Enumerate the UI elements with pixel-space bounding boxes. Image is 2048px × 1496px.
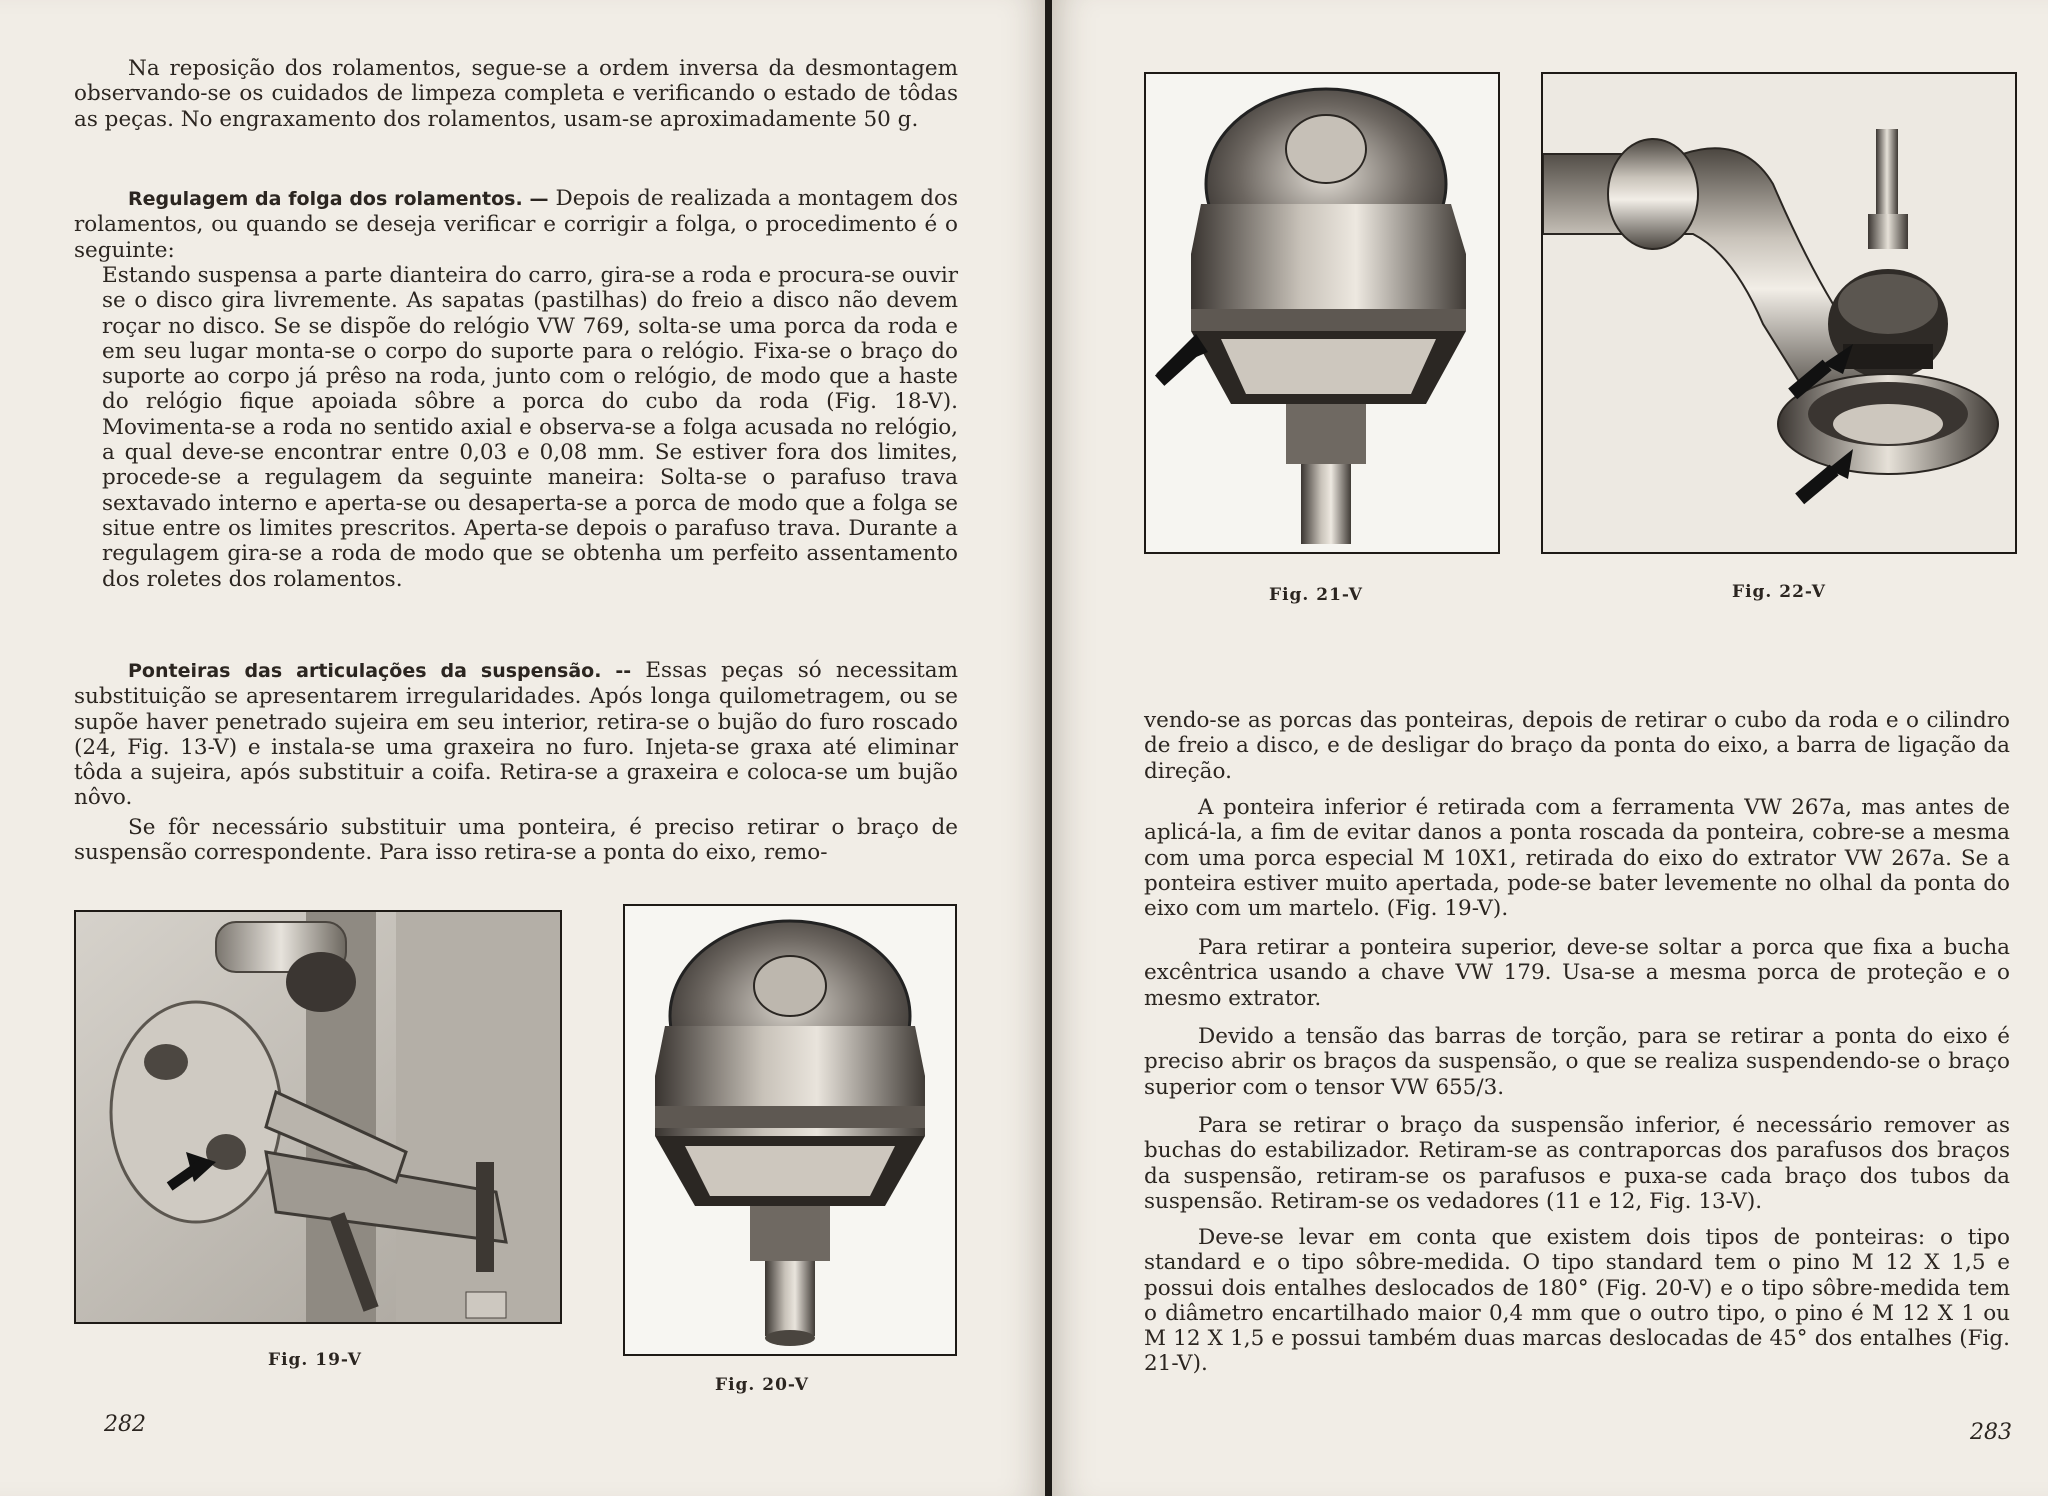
right-paragraph-1: vendo-se as porcas das ponteiras, depois de retirar o cubo da roda e o cilindro de freio a disco, e de desligar do braço da ponta do eixo, a barra de ligação da direção. (1144, 708, 2010, 784)
right-paragraph-2: A ponteira inferior é retirada com a ferramenta VW 267a, mas antes de aplicá-la, a fim de evitar danos a ponta roscada da ponteira, cobre-se a mesma com uma porca especial M 10X1, retirada do eixo do extrator VW 267a. Se a ponteira estiver muito apertada, pode-se bater levemente no olhal da ponta do eixo com um martelo. (Fig. 19-V). (1144, 795, 2010, 922)
heading-folga-rolamentos: Regulagem da folga dos rolamentos. — (128, 188, 549, 210)
right-paragraph-4: Devido a tensão das barras de torção, para se retirar a ponta do eixo é preciso abrir os braços da suspensão, o que se realiza suspendendo-se o braço superior com o tensor VW 655/3. (1144, 1024, 2010, 1100)
left-paragraph-5: Se fôr necessário substituir uma ponteira, é preciso retirar o braço de suspensão correspondente. Para isso retira-se a ponta do eixo, remo- (74, 815, 958, 866)
figure-22-caption: Fig. 22-V (1732, 582, 1826, 602)
left-paragraph-2 (74, 186, 958, 263)
left-paragraph-1: Na reposição dos rolamentos, segue-se a ordem inversa da desmontagem observando-se os cuidados de limpeza completa e verificando o estado de tôdas as peças. No engraxamento dos rolamentos, usam-se aproximadamente 50 g. (74, 56, 958, 132)
figure-22-photo (1541, 72, 2017, 554)
left-paragraph-4-text: Essas peças só necessitam substituição se apresentarem irregularidades. Após longa quilometragem, ou se supõe haver penetrado sujeira em seu interior, retira-se o bujão do furo roscado (24, Fig. 13-V) e instala-se uma graxeira no furo. Injeta-se graxa até eliminar tôda a sujeira, após substituir a coifa. Retira-se a graxeira e coloca-se um bujão nôvo. (74, 658, 958, 811)
right-page (1052, 0, 2048, 1496)
figure-20-photo (623, 904, 957, 1356)
right-paragraph-5: Para se retirar o braço da suspensão inferior, é necessário remover as buchas do estabilizador. Retiram-se as contraporcas dos parafusos dos braços da suspensão, retiram-se os parafusos e puxa-se cada braço dos tubos da suspensão. Retiram-se os vedadores (11 e 12, Fig. 13-V). (1144, 1113, 2010, 1214)
suspension-arm-image (1543, 74, 2015, 552)
suspension-clamp-image (76, 912, 560, 1322)
book-gutter (1045, 0, 1052, 1496)
page-number-right: 283 (1970, 1420, 2012, 1445)
ball-joint-standard-image (625, 906, 955, 1354)
right-paragraph-3: Para retirar a ponteira superior, deve-se soltar a porca que fixa a bucha excêntrica usando a chave VW 179. Usa-se a mesma porca de proteção e o mesmo extrator. (1144, 935, 2010, 1011)
left-paragraph-4 (74, 658, 958, 811)
right-paragraph-6: Deve-se levar em conta que existem dois tipos de ponteiras: o tipo standard e o tipo sôbre-medida. O tipo standard tem o pino M 12 X 1,5 e possui dois entalhes deslocados de 180° (Fig. 20-V) e o tipo sôbre-medida tem o diâmetro encartilhado maior 0,4 mm que o outro tipo, o pino é M 12 X 1 ou M 12 X 1,5 e possui também duas marcas deslocadas de 45° dos entalhes (Fig. 21-V). (1144, 1225, 2010, 1377)
left-paragraph-3: Estando suspensa a parte dianteira do carro, gira-se a roda e procura-se ouvir se o disco gira livremente. As sapatas (pastilhas) do freio a disco não devem roçar no disco. Se se dispõe do relógio VW 769, solta-se uma porca da roda e em seu lugar monta-se o corpo do suporte para o relógio. Fixa-se o braço do suporte ao corpo já prêso na roda, junto com o relógio, de modo que a haste do relógio fique apoiada sôbre a porca do cubo da roda (Fig. 18-V). Movimenta-se a roda no sentido axial e observa-se a folga acusada no relógio, a qual deve-se encontrar entre 0,03 e 0,08 mm. Se estiver fora dos limites, procede-se a regulagem da seguinte maneira: Solta-se o parafuso trava sextavado interno e aperta-se ou desaperta-se a porca de modo que a folga se situe entre os limites prescritos. Aperta-se depois o parafuso trava. Durante a regulagem gira-se a roda de modo que se obtenha um perfeito assentamento dos roletes dos rolamentos. (102, 263, 958, 592)
figure-19-photo (74, 910, 562, 1324)
page-number-left: 282 (104, 1412, 146, 1437)
left-paragraph-2-text: Depois de realizada a montagem dos rolamentos, ou quando se deseja verificar e corrigir a folga, o procedimento é o seguinte: (74, 186, 959, 263)
figure-19-caption: Fig. 19-V (268, 1350, 362, 1370)
ball-joint-oversize-image (1146, 74, 1498, 552)
figure-21-caption: Fig. 21-V (1269, 585, 1363, 605)
figure-21-photo (1144, 72, 1500, 554)
figure-20-caption: Fig. 20-V (715, 1375, 809, 1395)
heading-ponteiras-suspensao: Ponteiras das articulações da suspensão. -- (128, 660, 632, 682)
